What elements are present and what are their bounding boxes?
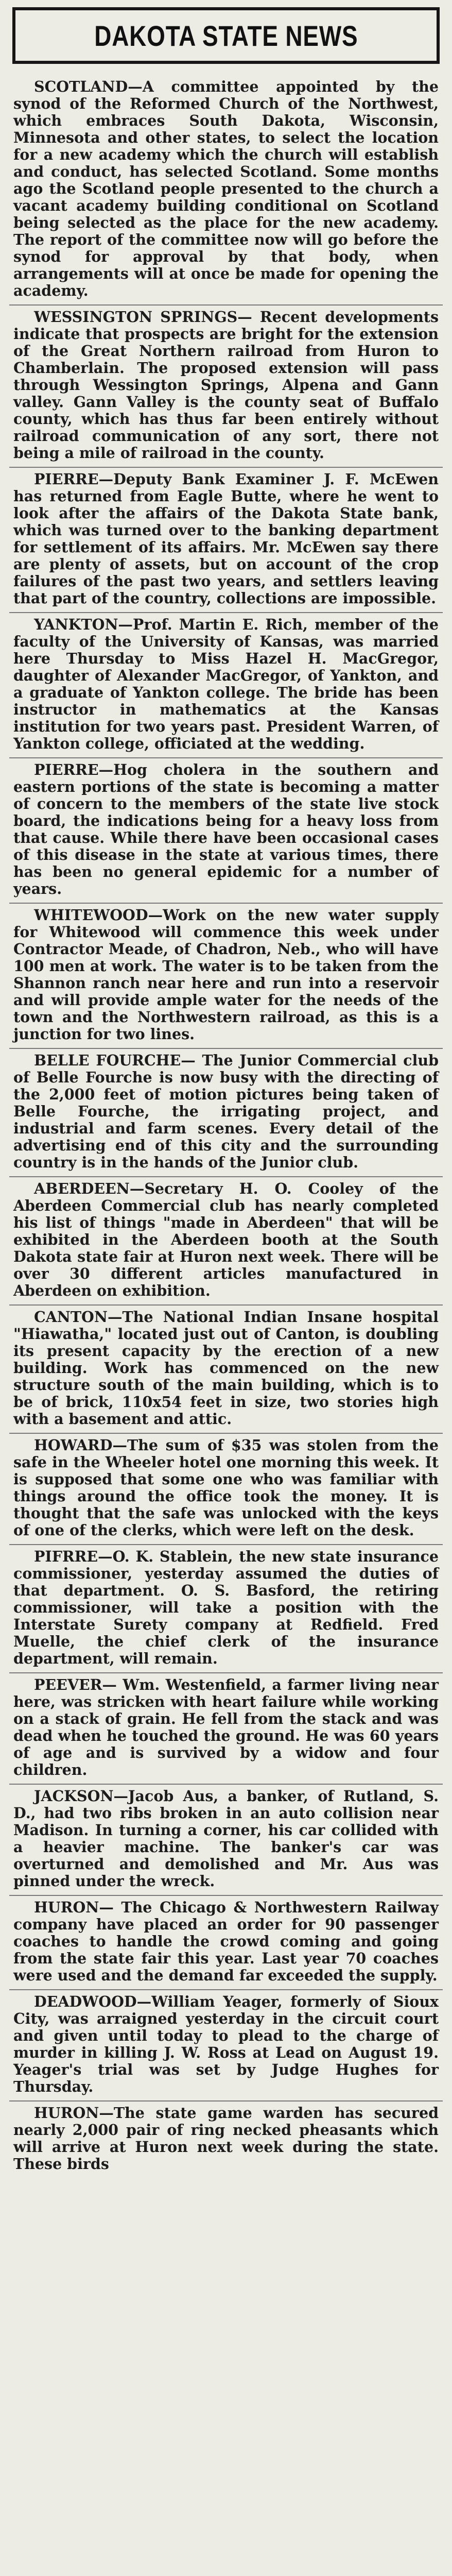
article-body: —A committee appointed by the synod of the Reformed Church of the Northwest, which embraces South Dakota, Wisconsin, Minnesota and other states, to select the location for a new academy which the church will establish and conduct, has selected Scotland. Some months ago the Scotland people presented to the church a vacant academy building conditional on Scotland being selected as the place for the new academy. The report of the committee now will go before the synod for approval by that body, when arrangements will at once be made for opening the academy. (13, 78, 439, 299)
dateline: HOWARD (34, 1436, 113, 1454)
article (9, 904, 443, 1049)
article (9, 1990, 443, 2102)
article-body: —Work on the new water supply for Whitewood will commence this week under Contractor Meade, of Chadron, Neb., who will have 100 men at work. The water is to be taken from the Shannon ranch near here and run into a reservoir and will provide ample water for the needs of the town and the Northwestern railroad, as this is a junction for two lines. (13, 906, 439, 1043)
article-text (13, 1993, 439, 2095)
dateline: YANKTON (34, 616, 118, 633)
article-text (13, 761, 439, 897)
article-text (13, 1052, 439, 1171)
dateline: WHITEWOOD (34, 906, 148, 924)
article (9, 1306, 443, 1434)
article-body: — The Junior Commercial club of Belle Fourche is now busy with the directing of the 2,000 feet of motion pictures being taken of Belle Fourche, the irrigating project, and industrial and farm scenes. Every detail of the advertising end of this city and the surrounding country is in the hands of the Junior club. (13, 1052, 439, 1171)
article-body: —Deputy Bank Examiner J. F. McEwen has returned from Eagle Butte, where he went to look after the affairs of the Dakota State bank, which was turned over to the banking department for settlement of its affairs. Mr. McEwen say there are plenty of assets, but on account of the crop failures of the past two years, and settlers leaving that part of the country, collections are impossible. (13, 470, 439, 607)
article-text (13, 309, 439, 462)
article-text (13, 78, 439, 299)
article-body: — Wm. Westenfield, a farmer living near here, was stricken with heart failure while working on a stack of grain. He fell from the stack and was dead when he touched the ground. He was 60 years of age and is survived by a widow and four children. (13, 1676, 439, 1778)
dateline: CANTON (34, 1308, 108, 1326)
article-text (13, 1309, 439, 1428)
article-text (13, 1437, 439, 1539)
dateline: WESSINGTON SPRINGS (34, 308, 238, 326)
dateline: SCOTLAND (34, 78, 128, 95)
article (9, 1896, 443, 1990)
article-text (13, 1788, 439, 1890)
article-body: — The Chicago & Northwestern Railway company have placed an order for 90 passenger coaches to handle the crowd coming and going from the state fair this year. Last year 70 coaches were used and the demand far exceeded the supply. (13, 1899, 439, 1984)
dateline: PIERRE (34, 470, 99, 488)
article (9, 1049, 443, 1177)
article (9, 613, 443, 758)
masthead (12, 7, 440, 64)
dateline: DEADWOOD (34, 1993, 137, 2010)
article-text (13, 907, 439, 1043)
dateline: ABERDEEN (34, 1180, 130, 1197)
article-text (13, 2105, 439, 2173)
article-body: —The National Indian Insane hospital "Hiawatha," located just out of Canton, is doubling its present capacity by the erection of a new building. Work has commenced on the new structure south of the main building, which is to be of brick, 110x54 feet in size, two stories high with a basement and attic. (13, 1308, 439, 1428)
article (9, 1545, 443, 1673)
dateline: PIFRRE (34, 1548, 98, 1565)
article (9, 75, 443, 306)
article-text (13, 1676, 439, 1778)
article-body: —Jacob Aus, a banker, of Rutland, S. D., had two ribs broken in an auto collision near Madison. In turning a corner, his car collided with a heavier machine. The banker's car was overturned and demolished and Mr. Aus was pinned under the wreck. (13, 1787, 439, 1890)
article (9, 2102, 443, 2178)
article-text (13, 616, 439, 752)
article-body: —O. K. Stablein, the new state insurance commissioner, yesterday assumed the duties of that department. O. S. Basford, the retiring commissioner, will take a position with the Interstate Surety company at Redfield. Fred Muelle, the chief clerk of the insurance department, will remain. (13, 1548, 439, 1667)
article-text (13, 1548, 439, 1667)
article-text (13, 471, 439, 607)
article (9, 1434, 443, 1545)
article-body: —The state game warden has secured nearly 2,000 pair of ring necked pheasants which will arrive at Huron next week during the state. These birds (13, 2104, 439, 2173)
article-body: — Recent developments indicate that prospects are bright for the extension of the Great Northern railroad from Huron to Chamberlain. The proposed extension will pass through Wessington Springs, Alpena and Gann valley. Gann Valley is the county seat of Buffalo county, which has thus far been entirely without railroad communication of any sort, there not being a mile of railroad in the county. (13, 308, 439, 462)
article (9, 468, 443, 613)
article (9, 1177, 443, 1306)
dateline: HURON (34, 2104, 99, 2122)
dateline: PIERRE (34, 761, 99, 778)
article-body: —Prof. Martin E. Rich, member of the faculty of the University of Kansas, was married here Thursday to Miss Hazel H. MacGregor, daughter of Alexander MacGregor, of Yankton, and a graduate of Yankton college. The bride has been instructor in mathematics at the Kansas institution for two years past. President Warren, of Yankton college, officiated at the wedding. (13, 616, 439, 752)
article-text (13, 1899, 439, 1984)
article-body: —William Yeager, formerly of Sioux City, was arraigned yesterday in the circuit court and given until today to plead to the charge of murder in killing J. W. Ross at Lead on August 19. Yeager's trial was set by Judge Hughes for Thursday. (13, 1993, 439, 2095)
article (9, 1673, 443, 1785)
dateline: BELLE FOURCHE (34, 1052, 181, 1069)
page-title: DAKOTA STATE NEWS (94, 19, 358, 52)
article (9, 306, 443, 468)
article (9, 758, 443, 904)
article-body: —The sum of $35 was stolen from the safe in the Wheeler hotel one morning this week. It is supposed that some one who was familiar with things around the office took the money. It is thought that the safe was unlocked with the keys of one of the clerks, which were left on the desk. (13, 1436, 439, 1539)
dateline: HURON (34, 1899, 99, 1916)
dateline: PEEVER (34, 1676, 102, 1693)
dateline: JACKSON (34, 1787, 114, 1805)
article-body: —Hog cholera in the southern and eastern portions of the state is becoming a matter of concern to the members of the state live stock board, the indications being for a heavy loss from that cause. While there have been occasional cases of this disease in the state at various times, there has been no general epidemic for a number of years. (13, 761, 439, 897)
article (9, 1785, 443, 1896)
article-text (13, 1180, 439, 1299)
article-body: —Secretary H. O. Cooley of the Aberdeen Commercial club has nearly completed his list of things "made in Aberdeen" that will be exhibited in the Aberdeen booth at the South Dakota state fair at Huron next week. There will be over 30 different articles manufactured in Aberdeen on exhibition. (13, 1180, 439, 1299)
